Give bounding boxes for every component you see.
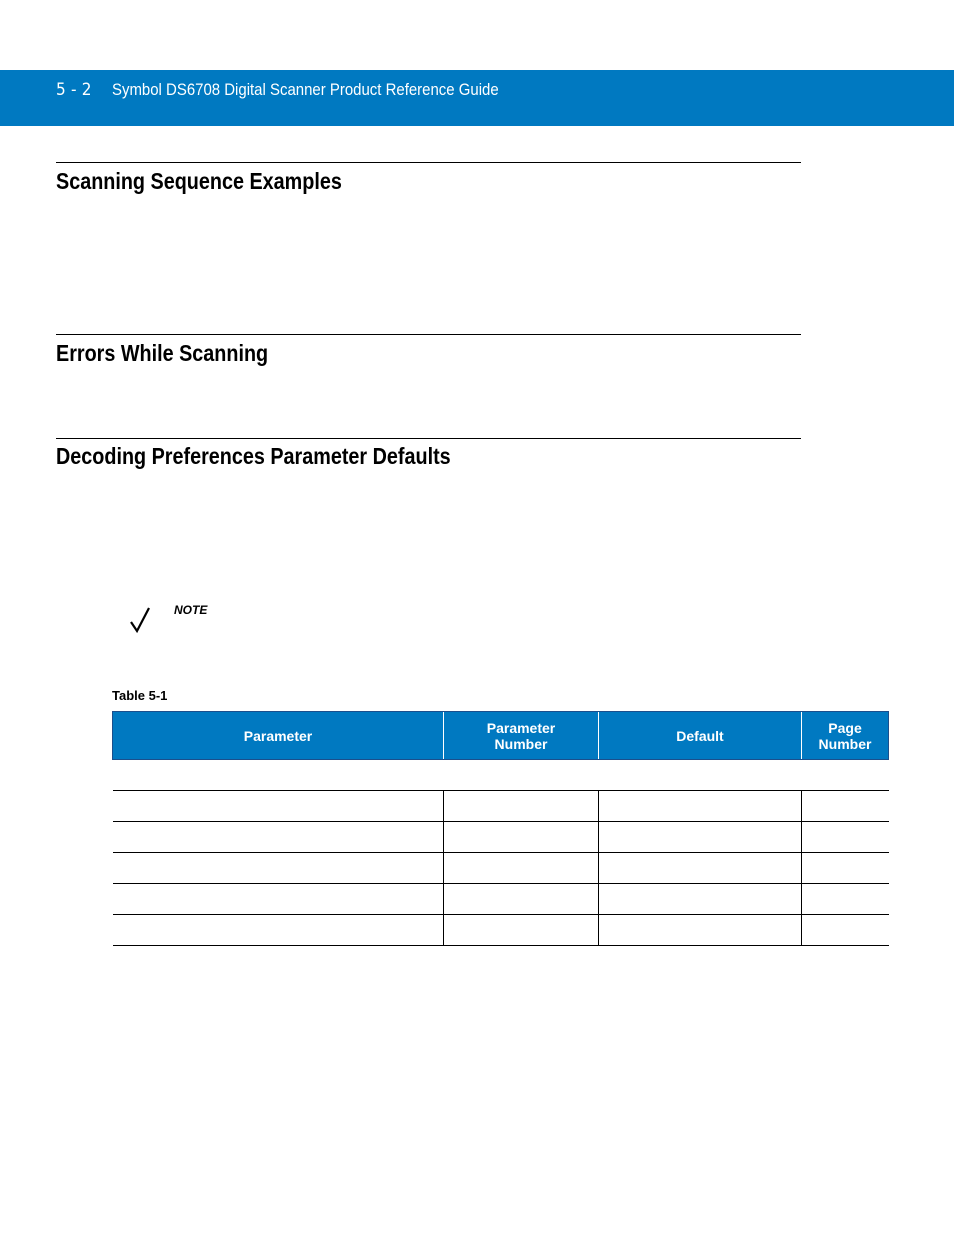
header-page-number: 5 - 2 (56, 80, 92, 100)
table-row (113, 853, 889, 884)
table-cell (113, 884, 444, 915)
table-row (113, 915, 889, 946)
column-header-parameter-label: Parameter (243, 727, 313, 744)
column-header-page-number-line2: Number (818, 735, 872, 752)
column-header-default (599, 712, 802, 760)
section-divider (56, 334, 801, 335)
table-cell (802, 822, 889, 853)
column-header-page-number-line1: Page (828, 719, 862, 736)
column-header-page-number (802, 712, 889, 760)
table-cell (802, 915, 889, 946)
section-heading-scanning-sequence: Scanning Sequence Examples (56, 168, 342, 194)
header-guide-title: Symbol DS6708 Digital Scanner Product Reference Guide (112, 80, 499, 99)
note-label: NOTE (174, 603, 208, 617)
table-cell (599, 915, 802, 946)
table-row (113, 884, 889, 915)
table-cell (113, 853, 444, 884)
section-divider (56, 438, 801, 439)
table-row (113, 822, 889, 853)
table-cell (599, 791, 802, 822)
table-cell (444, 915, 599, 946)
table-cell (444, 791, 599, 822)
table-cell (802, 791, 889, 822)
table-cell (599, 822, 802, 853)
section-heading-defaults: Decoding Preferences Parameter Defaults (56, 443, 451, 469)
table-cell (802, 884, 889, 915)
table-row (113, 791, 889, 822)
table-cell (444, 884, 599, 915)
column-header-parameter-number-line1: Parameter (486, 719, 556, 736)
section-heading-errors: Errors While Scanning (56, 340, 269, 366)
table-cell (802, 853, 889, 884)
table-cell (113, 791, 444, 822)
column-header-parameter (113, 712, 444, 760)
table-header-row (113, 712, 889, 760)
table-cell (599, 853, 802, 884)
table-cell (599, 884, 802, 915)
table-cell (444, 853, 599, 884)
section-divider (56, 162, 801, 163)
table-cell (113, 915, 444, 946)
table-row (113, 760, 889, 791)
table-cell (113, 822, 444, 853)
table-caption: Table 5-1 (112, 688, 168, 703)
table-cell (444, 822, 599, 853)
parameter-defaults-table (112, 711, 889, 946)
column-header-parameter-number (444, 712, 599, 760)
column-header-parameter-number-line2: Number (494, 735, 548, 752)
column-header-default-label: Default (676, 727, 724, 744)
table-cell (113, 760, 889, 791)
checkmark-icon (128, 606, 152, 634)
